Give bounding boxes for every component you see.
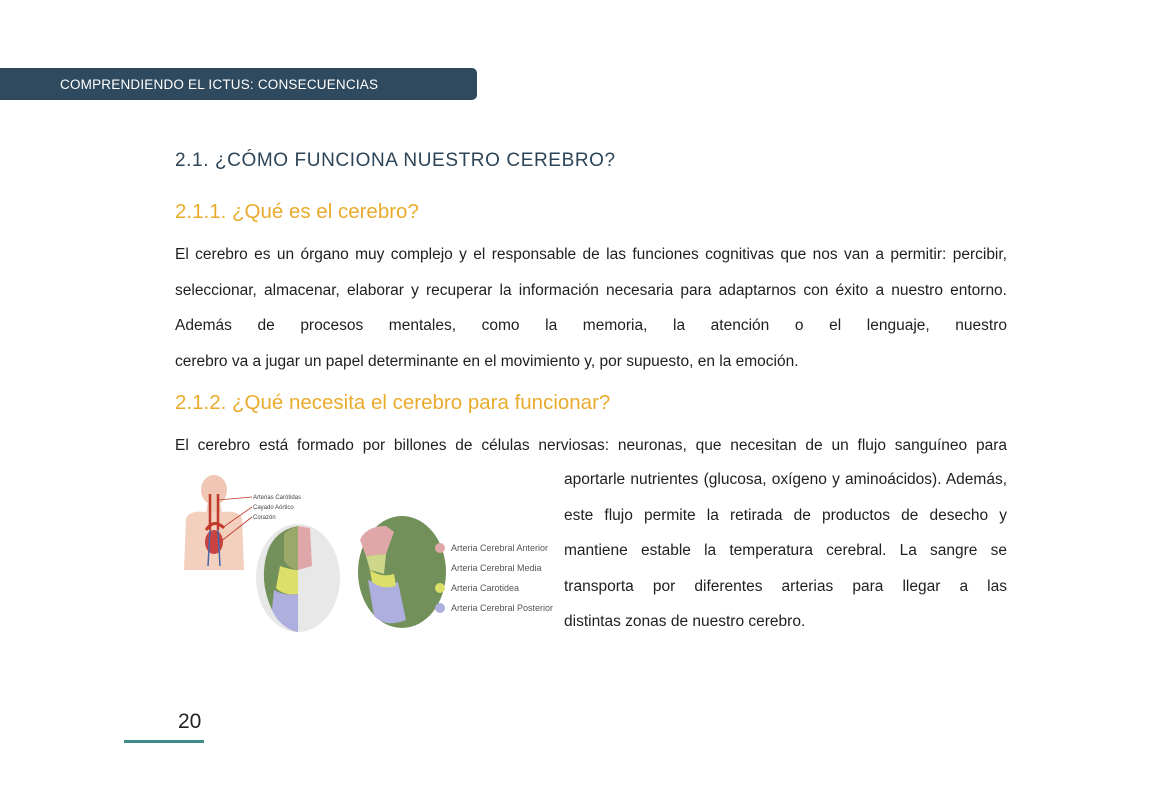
cerebral-arteries-figure bbox=[180, 470, 560, 640]
paragraph-1 bbox=[175, 237, 1007, 379]
paragraph-2-last-line: distintas zonas de nuestro cerebro. bbox=[564, 613, 806, 630]
legend-swatch-middle bbox=[435, 563, 445, 573]
brain-side-view bbox=[358, 516, 446, 628]
section-title: 2.1. ¿CÓMO FUNCIONA NUESTRO CEREBRO? bbox=[175, 150, 616, 171]
paragraph-2-wrapped bbox=[564, 462, 1007, 640]
legend-label-anterior: Arteria Cerebral Anterior bbox=[451, 543, 549, 553]
subsection-title-2: 2.1.2. ¿Qué necesita el cerebro para funcionar? bbox=[175, 391, 611, 414]
paragraph-1-body: El cerebro es un órgano muy complejo y el responsable de las funciones cognitivas que nos van a permitir: percibir, seleccionar, almacenar, elaborar y recuperar la información necesaria para adaptarnos con éxito a nuestro entorno. Además de procesos mentales, como la memoria, la atención o el lenguaje, nuestro bbox=[175, 246, 1007, 334]
legend-swatch-anterior bbox=[435, 543, 445, 553]
legend-label-middle: Arteria Cerebral Media bbox=[451, 563, 542, 573]
torso-label-heart: Corazón bbox=[253, 515, 276, 521]
paragraph-1-last-line: cerebro va a jugar un papel determinante en el movimiento y, por supuesto, en la emoción. bbox=[175, 352, 799, 370]
page-number: 20 bbox=[178, 710, 202, 733]
paragraph-2-body: aportarle nutrientes (glucosa, oxígeno y aminoácidos). Además, este flujo permite la retirada de productos de desecho y mantiene estable la temperatura cerebral. La sangre se transporta por diferentes arterias para llegar a las bbox=[564, 471, 1007, 595]
figure-legend bbox=[435, 543, 553, 613]
legend-label-posterior: Arteria Cerebral Posterior bbox=[451, 603, 554, 613]
brain-top-view bbox=[256, 524, 340, 632]
page-number-underline bbox=[124, 740, 204, 743]
torso-label-aortic-arch: Cayado Aórtico bbox=[253, 505, 294, 511]
subsection-title-1: 2.1.1. ¿Qué es el cerebro? bbox=[175, 200, 419, 223]
chapter-header-bar bbox=[0, 68, 477, 100]
chapter-header-title: COMPRENDIENDO EL ICTUS: CONSECUENCIAS bbox=[60, 76, 379, 92]
torso-illustration bbox=[184, 475, 252, 570]
legend-label-carotid: Arteria Carotidea bbox=[451, 583, 520, 593]
paragraph-2-first-line: El cerebro está formado por billones de células nerviosas: neuronas, que necesitan de un flujo sanguíneo para bbox=[175, 437, 1007, 454]
legend-swatch-carotid bbox=[435, 583, 445, 593]
legend-swatch-posterior bbox=[435, 603, 445, 613]
torso-label-carotid: Arterias Carótidas bbox=[253, 495, 302, 501]
